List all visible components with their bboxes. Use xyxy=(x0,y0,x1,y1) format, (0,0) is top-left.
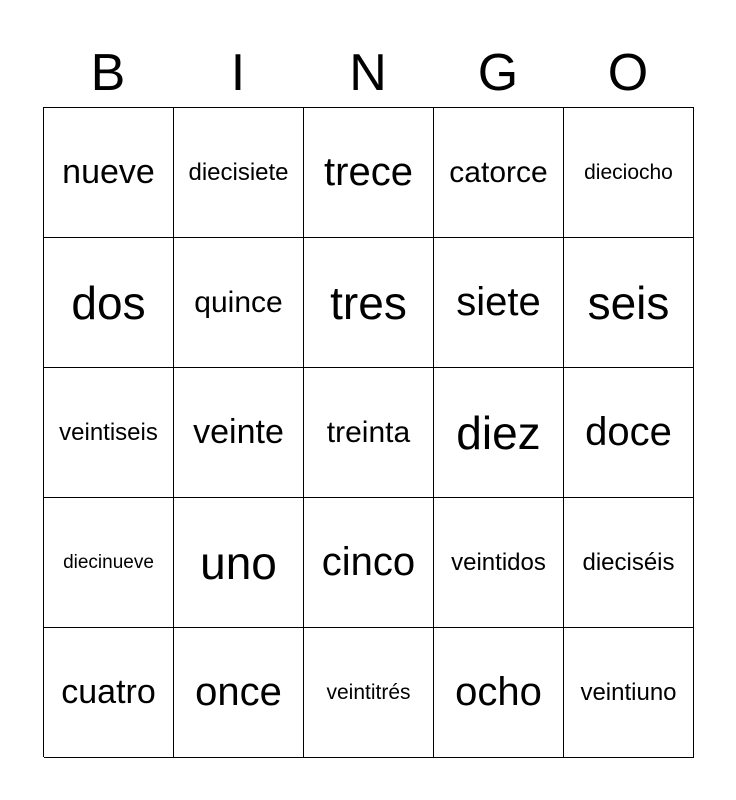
bingo-cell[interactable] xyxy=(434,108,564,238)
bingo-cell[interactable] xyxy=(44,628,174,758)
bingo-cell[interactable] xyxy=(564,498,694,628)
cell-word: ocho xyxy=(455,670,542,714)
bingo-header xyxy=(43,40,693,106)
cell-word: once xyxy=(195,670,282,714)
cell-word: cuatro xyxy=(61,673,156,711)
cell-word: veinte xyxy=(193,413,284,451)
bingo-cell[interactable] xyxy=(304,368,434,498)
bingo-cell[interactable] xyxy=(174,238,304,368)
cell-word: diecinueve xyxy=(63,551,154,573)
bingo-cell[interactable] xyxy=(304,238,434,368)
cell-word: quince xyxy=(194,285,283,319)
bingo-cell[interactable] xyxy=(304,108,434,238)
bingo-cell[interactable] xyxy=(174,108,304,238)
bingo-cell[interactable] xyxy=(434,498,564,628)
bingo-cell[interactable] xyxy=(304,628,434,758)
bingo-cell[interactable] xyxy=(564,108,694,238)
cell-word: seis xyxy=(587,276,670,329)
cell-word: catorce xyxy=(449,155,548,189)
cell-word: tres xyxy=(330,276,407,329)
cell-word: veintiuno xyxy=(580,678,677,706)
header-letter-i: I xyxy=(230,44,246,102)
header-letter-n: N xyxy=(349,44,387,102)
bingo-board xyxy=(43,107,694,757)
cell-word: nueve xyxy=(62,153,155,191)
bingo-cell[interactable] xyxy=(564,368,694,498)
bingo-cell[interactable] xyxy=(44,238,174,368)
bingo-cell[interactable] xyxy=(174,498,304,628)
cell-word: uno xyxy=(200,536,277,589)
cell-word: dieciocho xyxy=(584,160,673,184)
header-letter-b: B xyxy=(90,44,126,102)
bingo-cell[interactable] xyxy=(564,238,694,368)
cell-word: treinta xyxy=(326,415,411,449)
cell-word: doce xyxy=(585,410,672,454)
bingo-cell[interactable] xyxy=(174,628,304,758)
cell-word: dieciséis xyxy=(582,548,675,576)
cell-word: trece xyxy=(324,150,413,194)
bingo-cell[interactable] xyxy=(44,498,174,628)
bingo-cell[interactable] xyxy=(174,368,304,498)
bingo-cell[interactable] xyxy=(44,368,174,498)
bingo-cell[interactable] xyxy=(44,108,174,238)
bingo-cell[interactable] xyxy=(434,238,564,368)
cell-word: dos xyxy=(71,276,146,329)
bingo-cell[interactable] xyxy=(434,628,564,758)
bingo-cell[interactable] xyxy=(304,498,434,628)
bingo-cell[interactable] xyxy=(564,628,694,758)
cell-word: cinco xyxy=(321,540,416,584)
bingo-cell[interactable] xyxy=(434,368,564,498)
header-letter-o: O xyxy=(607,44,649,102)
cell-word: veintitrés xyxy=(326,680,411,704)
cell-word: siete xyxy=(456,280,541,324)
cell-word: diez xyxy=(456,406,541,459)
cell-word: veintiseis xyxy=(59,418,158,446)
cell-word: diecisiete xyxy=(188,158,289,186)
cell-word: veintidos xyxy=(451,548,546,576)
header-letter-g: G xyxy=(477,44,519,102)
